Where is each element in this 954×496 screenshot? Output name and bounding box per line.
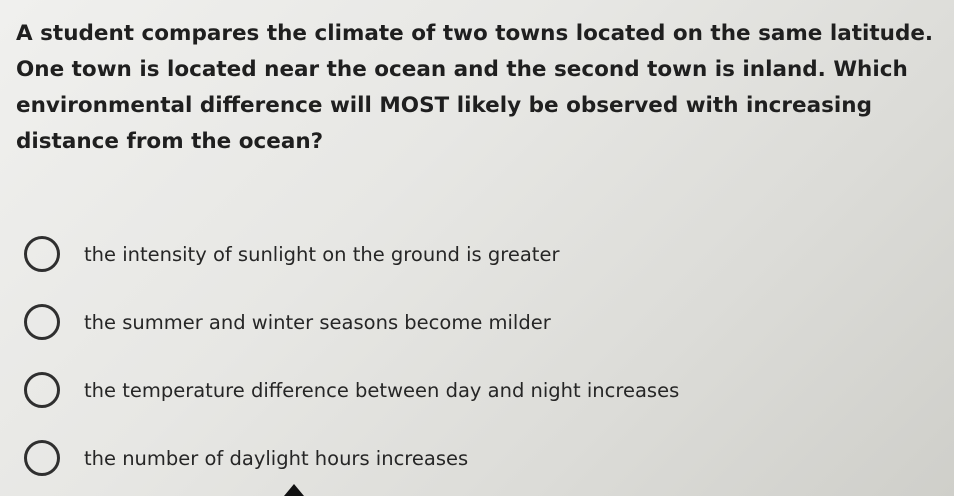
radio-unselected-icon[interactable] [24, 372, 60, 408]
radio-unselected-icon[interactable] [24, 236, 60, 272]
answer-option-1[interactable] [24, 232, 924, 276]
question-text: A student compares the climate of two towns located on the same latitude. One town is located near the ocean and the second town is inland. Which environmental difference will MOST likely be observed with increasing distance from the ocean? [16, 21, 934, 154]
answer-option-4[interactable] [24, 436, 924, 480]
answer-option-label: the intensity of sunlight on the ground is greater [84, 242, 560, 266]
answer-option-2[interactable] [24, 300, 924, 344]
cursor-pointer-icon [284, 484, 304, 496]
answer-option-label: the temperature difference between day and night increases [84, 378, 680, 402]
answer-option-label: the summer and winter seasons become milder [84, 310, 551, 334]
answer-option-3[interactable] [24, 368, 924, 412]
radio-unselected-icon[interactable] [24, 304, 60, 340]
radio-unselected-icon[interactable] [24, 440, 60, 476]
answer-options [24, 232, 924, 480]
answer-option-label: the number of daylight hours increases [84, 446, 469, 470]
